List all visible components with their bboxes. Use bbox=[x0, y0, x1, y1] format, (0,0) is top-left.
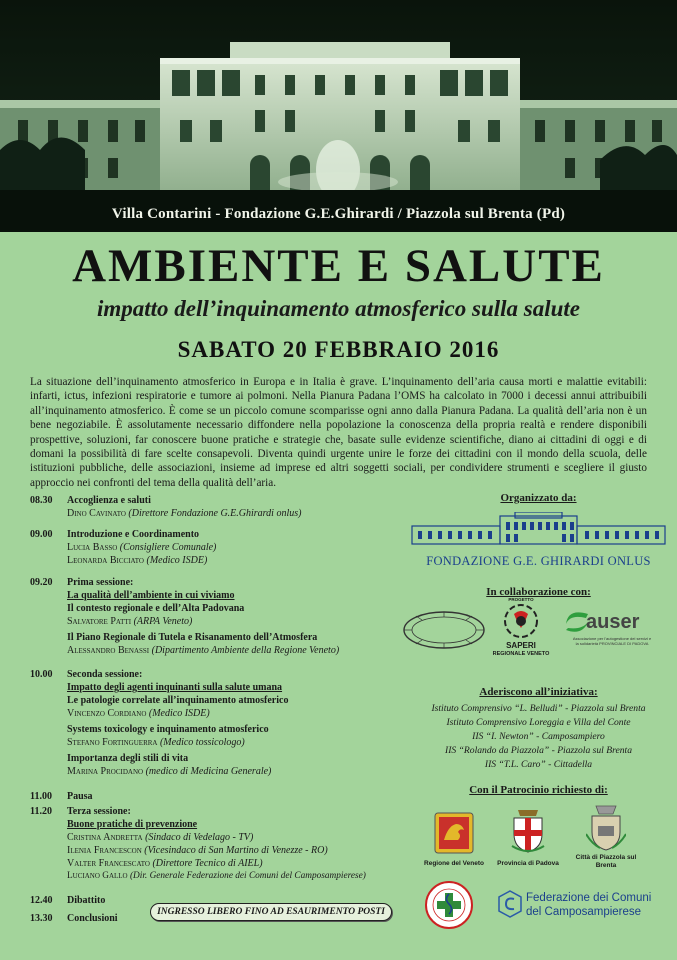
slot-time: 13.30 bbox=[30, 913, 53, 924]
speaker-role: (ARPA Veneto) bbox=[133, 616, 193, 627]
federazione-line-1: Federazione dei Comuni bbox=[526, 892, 652, 904]
auser-label: auser bbox=[586, 611, 640, 633]
patron-label: Città di Piazzola sul Brenta bbox=[575, 854, 637, 869]
session-title: Impatto degli agenti inquinanti sulla salute umana bbox=[67, 682, 283, 693]
subtitle: impatto dell’inquinamento atmosferico sulla salute bbox=[96, 296, 581, 321]
speaker-name: Vincenzo Cordiano bbox=[67, 708, 147, 719]
saperi-logo-icon bbox=[500, 602, 542, 640]
school-item: Istituto Comprensivo “L. Belludi” - Piazzola sul Brenta bbox=[431, 703, 646, 714]
provincia-padova-crest-icon bbox=[510, 806, 546, 854]
school-item: IIS “T.L. Caro” - Cittadella bbox=[484, 759, 593, 770]
header-photo bbox=[0, 0, 677, 232]
patronage-heading: Con il Patrocinio richiesto di: bbox=[469, 784, 608, 796]
school-item: Istituto Comprensivo Loreggia e Villa del Conte bbox=[446, 717, 631, 728]
patron-label: Regione del Veneto bbox=[424, 860, 484, 867]
speaker-name: Dino Cavinato bbox=[67, 508, 126, 519]
speaker-name: Leonarda Bicciato bbox=[67, 555, 144, 566]
villa-photo bbox=[0, 0, 677, 232]
arena-logo-icon bbox=[402, 606, 486, 654]
speaker-name: Luciano Gallo bbox=[67, 871, 128, 881]
talk-title: Le patologie correlate all’inquinamento atmosferico bbox=[67, 695, 289, 706]
collaboration-heading: In collaborazione con: bbox=[486, 586, 591, 598]
auser-sub-label: Associazione per l'autogestione dei servizi e la solidarietà PROVINCIALE DI PADOVA bbox=[572, 636, 652, 646]
session-label: Prima sessione: bbox=[67, 577, 134, 588]
medical-association-logo-icon bbox=[424, 880, 474, 930]
slot-time: 11.00 bbox=[30, 791, 52, 802]
slot-time: 11.20 bbox=[30, 806, 52, 817]
speaker-role: (medico di Medicina Generale) bbox=[145, 766, 272, 777]
organizer-heading: Organizzato da: bbox=[500, 492, 577, 504]
entry-notice: INGRESSO LIBERO FINO AD ESAURIMENTO POSTI bbox=[150, 903, 392, 921]
talk-title: Importanza degli stili di vita bbox=[67, 753, 189, 764]
saperi-top-label: PROGETTO bbox=[508, 597, 534, 602]
speaker-role: (Sindaco di Vedelago - TV) bbox=[145, 832, 254, 843]
saperi-sub-label: REGIONALE VENETO bbox=[492, 651, 550, 657]
speaker-role: (Vicesindaco di San Martino di Venezze - RO) bbox=[144, 845, 328, 856]
school-item: IIS “I. Newton” - Camposampiero bbox=[472, 731, 605, 742]
slot-title: Dibattito bbox=[67, 895, 106, 906]
speaker-name: Valter Francescato bbox=[67, 858, 150, 869]
slot-title: Conclusioni bbox=[67, 913, 118, 924]
speaker-role: (Dipartimento Ambiente della Regione Veneto) bbox=[151, 645, 340, 656]
school-item: IIS “Rolando da Piazzola” - Piazzola sul Brenta bbox=[445, 745, 632, 756]
saperi-main-label: SAPERI bbox=[506, 641, 536, 650]
federazione-logo-icon bbox=[497, 890, 523, 918]
session-label: Seconda sessione: bbox=[67, 669, 143, 680]
session-label: Terza sessione: bbox=[67, 806, 131, 817]
regione-veneto-emblem-icon bbox=[434, 812, 474, 854]
speaker-name: Stefano Fortinguerra bbox=[67, 737, 158, 748]
venue-line: Villa Contarini - Fondazione G.E.Ghirardi / Piazzola sul Brenta (Pd) bbox=[111, 206, 566, 222]
slot-time: 09.20 bbox=[30, 577, 53, 588]
speaker-name: Marina Procidano bbox=[67, 766, 144, 777]
speaker-name: Alessandro Benassi bbox=[67, 645, 150, 656]
main-title: AMBIENTE E SALUTE bbox=[72, 240, 605, 292]
speaker-role: (Medico tossicologo) bbox=[159, 737, 245, 748]
speaker-role: (Medico ISDE) bbox=[148, 708, 210, 719]
event-date: SABATO 20 FEBBRAIO 2016 bbox=[177, 337, 500, 362]
talk-title: Il Piano Regionale di Tutela e Risanamento dell’Atmosfera bbox=[67, 632, 318, 643]
speaker-name: Ilenia Francescon bbox=[67, 845, 142, 856]
patron-label: Provincia di Padova bbox=[497, 860, 559, 867]
slot-time: 08.30 bbox=[30, 495, 53, 506]
intro-paragraph: La situazione dell’inquinamento atmosferico in Europa e in Italia è grave. L’inquinamento dell’aria causa morti e malattie evitabili: infarti, ictus, infezioni respiratorie e tumore ai polmoni. Nella Pianura Padana l’OMS ha calcolato in 7000 i decessi annui attribuibili all’inquinamento atmosferico. È come se un piccolo comune scomparisse ogni anno dalla Pianura Padana. La qualità dell’aria non è un bene negoziabile. È assolutamente necessario diffondere nella popolazione la conoscenza della propria realtà e rendere disponibili prospettive, soluzioni, far conoscere buone pratiche e strategie che, basate sulle evidenze scientifiche, diano ai cittadini di oggi e di domani la possibilità di fare scelte consapevoli. Diventa quindi urgente unire le forze dei cittadini con il mondo della scuola, delle istituzioni pubbliche, delle associazioni, insieme ad imprese ed altri soggetti sociali, per condividere strumenti e scegliere il giusto approccio nei confronti del tema della qualità dell’aria. bbox=[30, 376, 647, 489]
adhering-heading: Aderiscono all’iniziativa: bbox=[479, 686, 598, 698]
organizer-name: FONDAZIONE G.E. GHIRARDI ONLUS bbox=[426, 554, 651, 568]
talk-title: Systems toxicology e inquinamento atmosferico bbox=[67, 724, 269, 735]
speaker-name: Lucia Basso bbox=[67, 542, 118, 553]
slot-title: Introduzione e Coordinamento bbox=[67, 529, 200, 540]
speaker-role: (Direttore Tecnico di AIEL) bbox=[152, 858, 263, 869]
speaker-role: (Medico ISDE) bbox=[146, 555, 208, 566]
slot-time: 09.00 bbox=[30, 529, 53, 540]
slot-time: 12.40 bbox=[30, 895, 53, 906]
slot-title: Pausa bbox=[67, 791, 93, 802]
session-title: Buone pratiche di prevenzione bbox=[67, 819, 198, 830]
speaker-name: Cristina Andretta bbox=[67, 832, 143, 843]
speaker-name: Salvatore Patti bbox=[67, 616, 132, 627]
villa-logo-icon bbox=[410, 512, 667, 548]
speaker-role: (Direttore Fondazione G.E.Ghirardi onlus) bbox=[128, 508, 302, 519]
speaker-role: (Dir. Generale Federazione dei Comuni del Camposampierese) bbox=[129, 871, 366, 881]
slot-time: 10.00 bbox=[30, 669, 53, 680]
citta-piazzola-crest-icon bbox=[586, 804, 626, 852]
session-title: La qualità dell’ambiente in cui viviamo bbox=[67, 590, 235, 601]
federazione-line-2: del Camposampierese bbox=[526, 906, 642, 918]
speaker-role: (Consigliere Comunale) bbox=[119, 542, 217, 553]
talk-title: Il contesto regionale e dell’Alta Padovana bbox=[67, 603, 245, 614]
slot-title: Accoglienza e saluti bbox=[67, 495, 151, 506]
federazione-name bbox=[526, 891, 651, 919]
